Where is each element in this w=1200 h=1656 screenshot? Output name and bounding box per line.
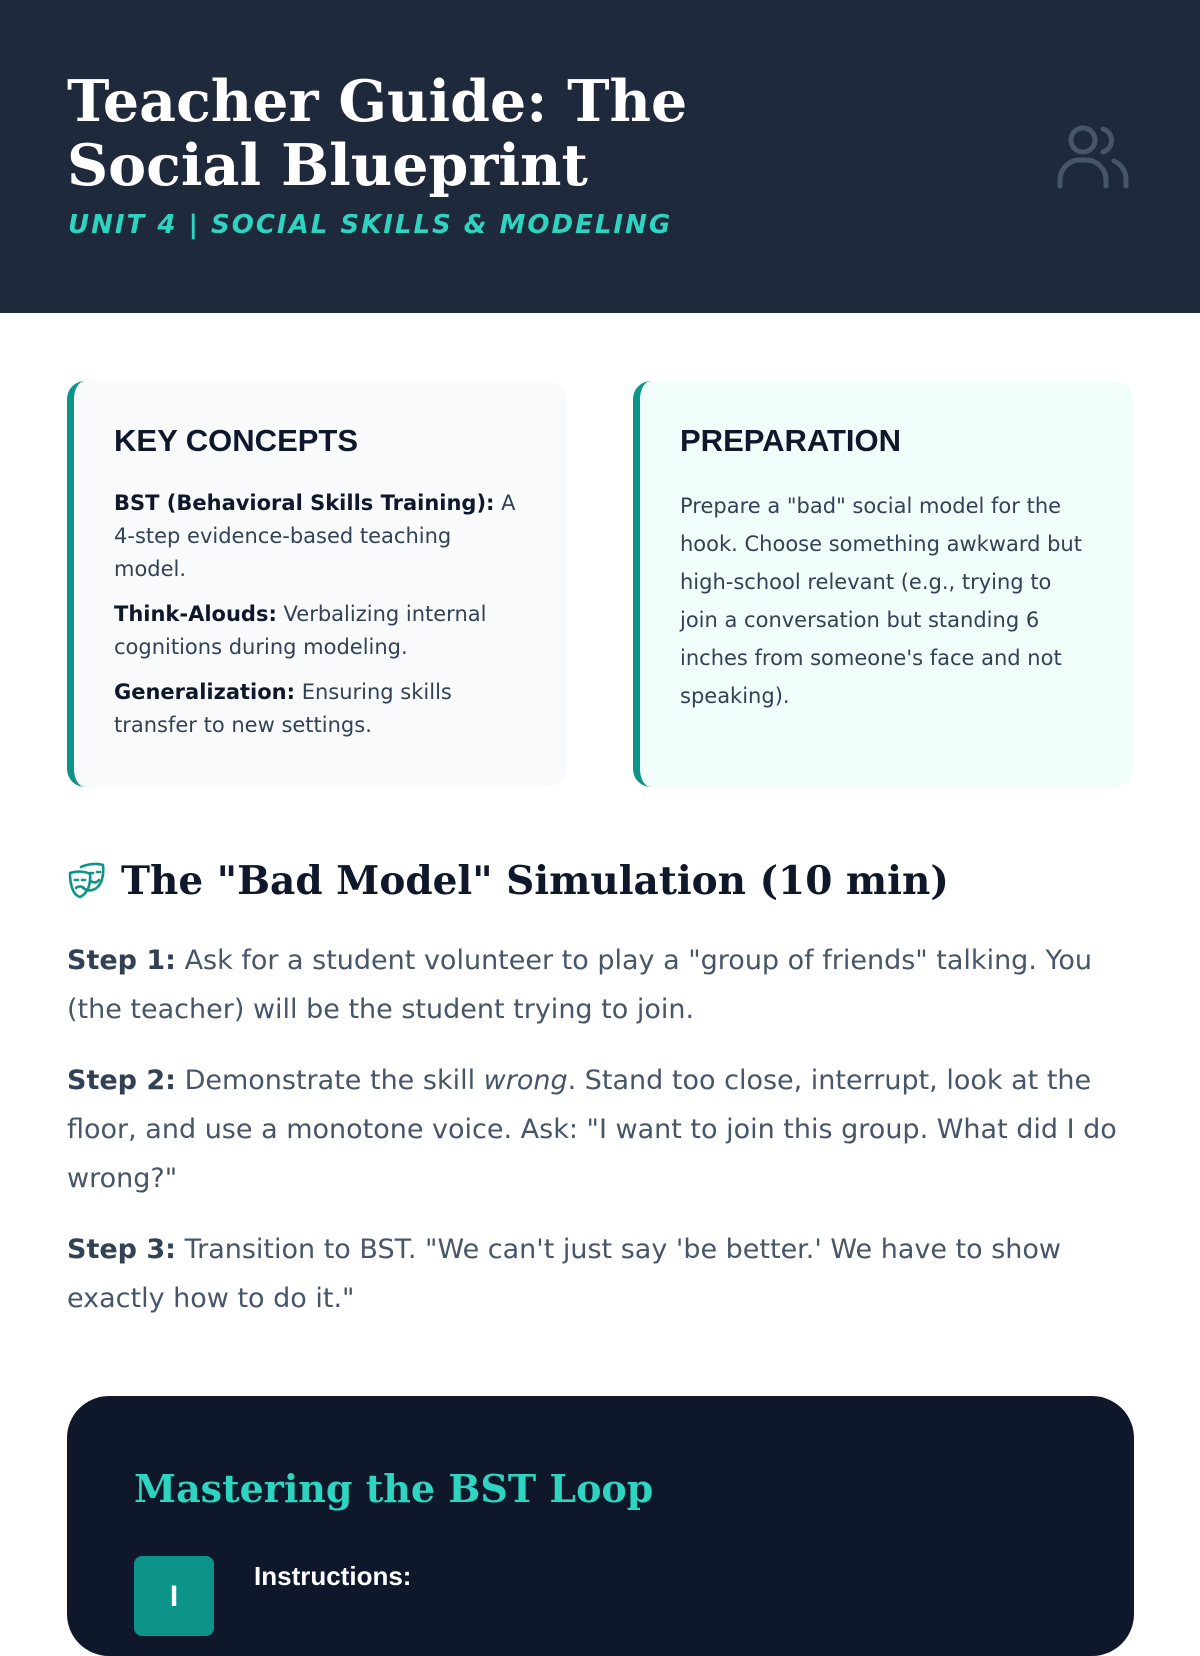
bst-loop-title: Mastering the BST Loop	[134, 1466, 654, 1511]
step-emphasis: wrong	[483, 1065, 568, 1096]
page-header	[0, 0, 1200, 313]
bst-step-label: Instructions:	[254, 1561, 412, 1591]
preparation-card	[633, 381, 1133, 787]
concept-definition: A 4-step evidence-based teaching model.	[114, 491, 516, 581]
simulation-heading	[67, 858, 949, 904]
step-text: Ask for a student volunteer to play a "group of friends" talking. You (the teacher) will be the student trying to join.	[67, 945, 1093, 1025]
step-label: Step 2:	[67, 1065, 176, 1096]
concept-definition: Verbalizing internal cognitions during modeling.	[114, 602, 487, 659]
concept-item	[114, 598, 527, 664]
simulation-title: The "Bad Model" Simulation (10 min)	[121, 858, 949, 904]
bst-loop-panel	[67, 1396, 1134, 1656]
concept-term: Generalization:	[114, 680, 296, 704]
concept-term: BST (Behavioral Skills Training):	[114, 491, 495, 515]
step-label: Step 3:	[67, 1234, 176, 1265]
page-title: Teacher Guide: The Social Blueprint	[67, 68, 688, 199]
step-item	[67, 936, 1142, 1034]
concept-item	[114, 487, 527, 586]
step-text: Demonstrate the skill	[175, 1065, 484, 1096]
users-icon	[1056, 122, 1130, 190]
concept-definition: Ensuring skills transfer to new settings.	[114, 680, 452, 737]
preparation-title: PREPARATION	[680, 423, 902, 458]
step-text: Transition to BST. "We can't just say 'be better.' We have to show exactly how to do it."	[67, 1234, 1061, 1314]
bst-step-badge: I	[134, 1556, 214, 1636]
key-concepts-title: KEY CONCEPTS	[114, 423, 359, 458]
step-item	[67, 1056, 1142, 1203]
key-concepts-card	[67, 381, 567, 787]
simulation-steps	[67, 936, 1142, 1345]
concept-item	[114, 676, 527, 742]
theater-masks-icon	[67, 861, 107, 901]
page-subtitle: UNIT 4 | SOCIAL SKILLS & MODELING	[68, 210, 673, 240]
step-text: . Stand too close, interrupt, look at the floor, and use a monotone voice. Ask: "I want to join this group. What did I do wrong?"	[67, 1065, 1117, 1194]
step-label: Step 1:	[67, 945, 176, 976]
concept-term: Think-Alouds:	[114, 602, 277, 626]
preparation-text: Prepare a "bad" social model for the hook. Choose something awkward but high-school relevant (e.g., trying to join a conversation but standing 6 inches from someone's face and not speaking).	[680, 494, 1082, 708]
step-item	[67, 1225, 1142, 1323]
